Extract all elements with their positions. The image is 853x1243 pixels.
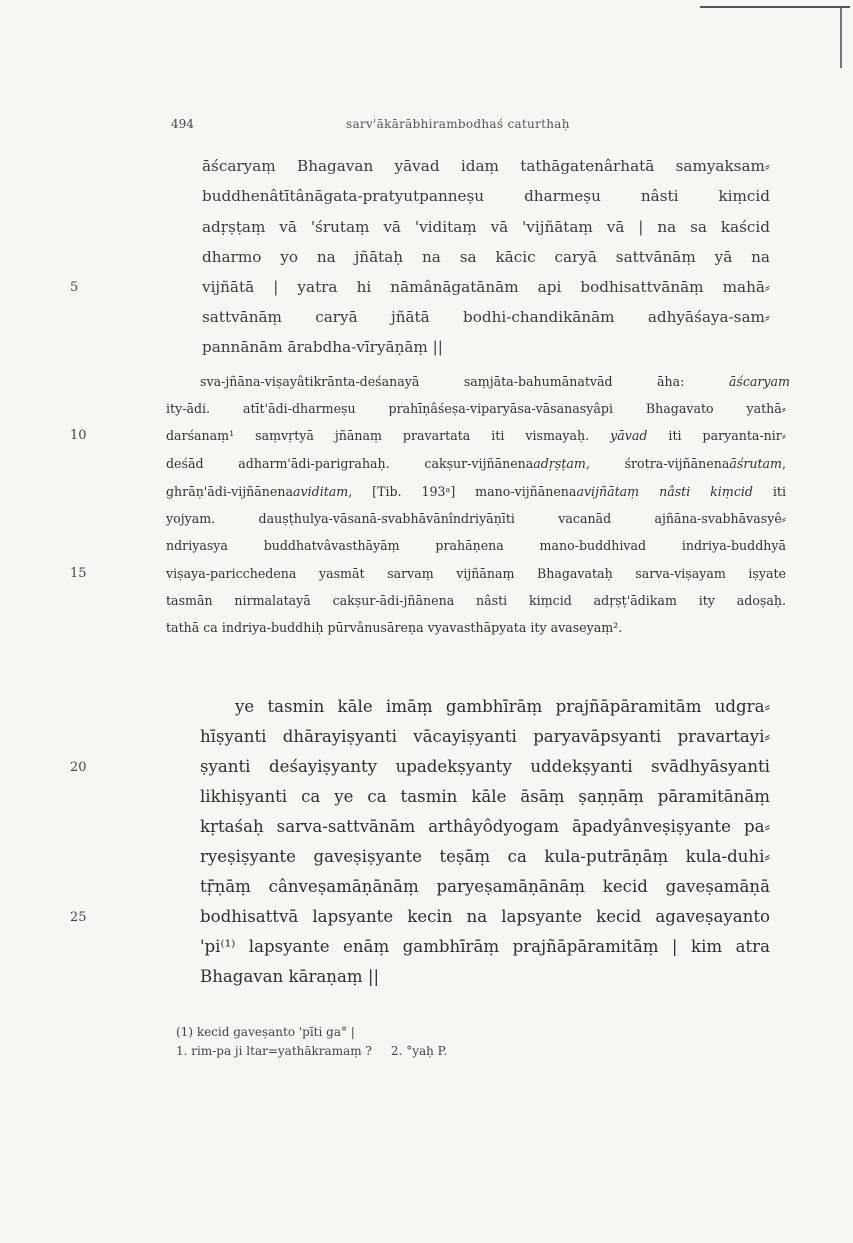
line-text: tasmān nirmalatayā cakṣur-ādi-jñānena nâsti kiṃcid adṛṣṭ'ādikam ity adoṣaḥ. <box>166 593 786 608</box>
text-run: iti paryanta-nir⸗ <box>647 428 787 443</box>
line-text: buddhenâtītânāgata-pratyutpanneṣu dharmeṣu nâsti kiṃcid <box>202 187 770 205</box>
running-title: sarv'ākārābhirambodhaś caturthaḥ <box>346 117 570 131</box>
line-number: 15 <box>70 566 87 581</box>
text-run: ghrāṇ'ādi-vijñānena <box>166 484 293 499</box>
scan-edge-line <box>840 8 842 68</box>
text-run: darśanaṃ¹ saṃvṛtyā jñānaṃ pravartata iti vismayaḥ. <box>166 428 611 443</box>
text-run: , <box>781 456 786 471</box>
line-text <box>166 484 786 499</box>
line-number: 5 <box>70 280 79 295</box>
line-text: pannānām ārabdha-vīryāṇāṃ || <box>202 338 443 356</box>
footnote-text: (1) kecid gaveṣanto 'pīti ga° | <box>176 1025 355 1039</box>
text-run: , [Tib. 193ᵃ] mano-vijñānena <box>348 484 577 499</box>
line-text: vijñātā | yatra hi nāmânāgatānām api bodhisattvānāṃ mahā⸗ <box>202 278 770 296</box>
line-text: ndriyasya buddhatvâvasthāyāṃ prahāṇena mano-buddhivad indriya-buddhyā <box>166 538 786 553</box>
line-text: 'pi⁽¹⁾ lapsyante enāṃ gambhīrāṃ prajñāpāramitāṃ | kim atra <box>200 937 770 956</box>
text-run: deśād adharm'ādi-parigrahaḥ. cakṣur-vijñānena <box>166 456 534 471</box>
emphasis-run: adṛṣṭam <box>533 456 586 471</box>
line-text: hīṣyanti dhārayiṣyanti vācayiṣyanti paryavāpsyanti pravartayi⸗ <box>200 727 770 746</box>
emphasis-run: āścaryam <box>728 374 790 389</box>
line-number: 25 <box>70 910 87 925</box>
line-text: ryeṣiṣyante gaveṣiṣyante teṣāṃ ca kula-putrāṇāṃ kula-duhi⸗ <box>200 847 770 866</box>
line-text: tathā ca indriya-buddhiḥ pūrvânusāreṇa vyavasthāpyata ity avaseyaṃ². <box>166 620 623 635</box>
line-text: kṛtaśaḥ sarva-sattvānām arthâyôdyogam āpadyânveṣiṣyante pa⸗ <box>200 817 770 836</box>
line-text: likhiṣyanti ca ye ca tasmin kāle āsāṃ ṣaṇṇāṃ pāramitānāṃ <box>200 787 770 806</box>
page-header <box>0 117 853 137</box>
emphasis-run: yāvad <box>610 428 648 443</box>
line-number: 20 <box>70 760 87 775</box>
line-text: Bhagavan kāraṇaṃ || <box>200 967 380 986</box>
line-text <box>200 374 790 389</box>
line-text: ye tasmin kāle imāṃ gambhīrāṃ prajñāpāramitām udgra⸗ <box>235 697 770 716</box>
line-text: dharmo yo na jñātaḥ na sa kācic caryā sattvānāṃ yā na <box>202 248 770 266</box>
text-run: sva-jñāna-viṣayâtikrānta-deśanayā saṃjāta-bahumānatvād āha: <box>200 374 729 389</box>
line-text: viṣaya-paricchedena yasmāt sarvaṃ vijñānaṃ Bhagavataḥ sarva-viṣayam iṣyate <box>166 566 786 581</box>
line-text: sattvānāṃ caryā jñātā bodhi-chandikānām adhyāśaya-sam⸗ <box>202 308 770 326</box>
line-number: 10 <box>70 428 87 443</box>
line-text: adṛṣṭaṃ vā 'śrutaṃ vā 'viditaṃ vā 'vijñātaṃ vā | na sa kaścid <box>202 218 770 236</box>
footnote-text: 1. rim-pa ji ltar=yathākramaṃ ? 2. °yaḥ P. <box>176 1044 448 1058</box>
line-text <box>166 456 786 471</box>
text-run: iti <box>752 484 787 499</box>
line-text: yojyam. dauṣṭhulya-vāsanā-svabhāvānîndriyāṇīti vacanād ajñāna-svabhāvasyê⸗ <box>166 511 786 526</box>
emphasis-run: aviditam <box>292 484 349 499</box>
page-number: 494 <box>171 117 194 131</box>
line-text: āścaryaṃ Bhagavan yāvad idaṃ tathāgatenârhatā samyaksam⸗ <box>202 157 770 175</box>
line-text <box>166 428 786 444</box>
emphasis-run: avijñātaṃ nâsti kiṃcid <box>576 484 753 499</box>
scan-edge-line <box>700 6 850 8</box>
text-run: , śrotra-vijñānena <box>585 456 730 471</box>
line-text: ṣyanti deśayiṣyanty upadekṣyanty uddekṣyanti svādhyāsyanti <box>200 757 770 776</box>
line-text: tṝṇāṃ cânveṣamāṇānāṃ paryeṣamāṇānāṃ kecid gaveṣamāṇā <box>200 877 770 896</box>
emphasis-run: āśrutam <box>729 456 782 471</box>
line-text: bodhisattvā lapsyante kecin na lapsyante kecid agaveṣayanto <box>200 907 770 926</box>
line-text: ity-ādi. atīt'ādi-dharmeṣu prahīṇâśeṣa-viparyāsa-vāsanasyâpi Bhagavato yathā⸗ <box>166 401 786 416</box>
